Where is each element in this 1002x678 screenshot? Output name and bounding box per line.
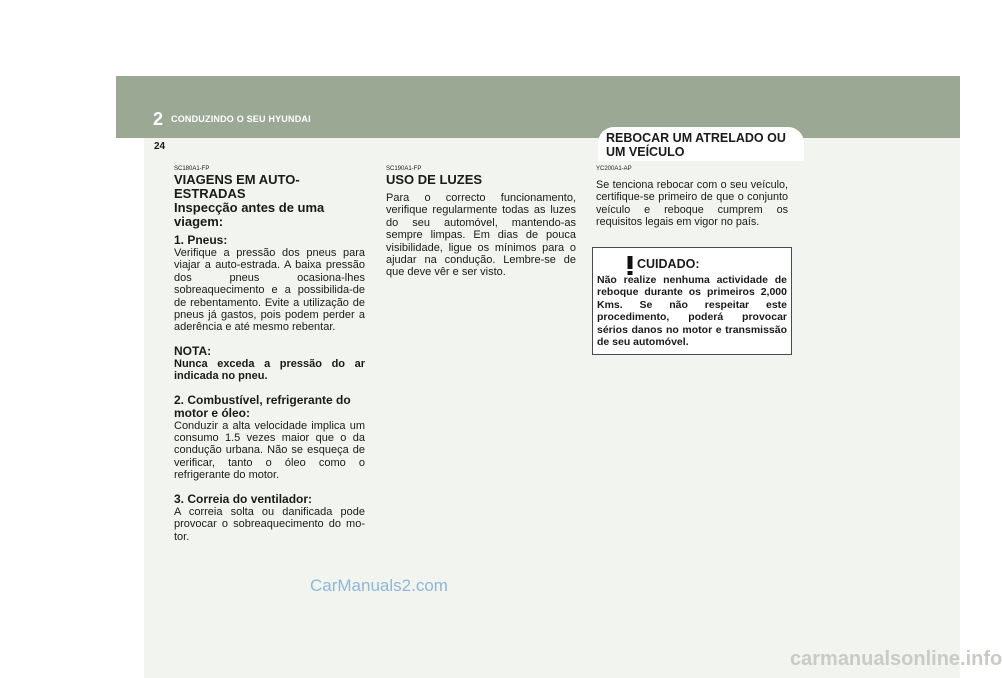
caution-box <box>592 247 792 355</box>
note-text: Nunca exceda a pressão do ar indicada no pneu. <box>174 357 365 383</box>
watermark-carmanualsonline[interactable]: carmanualsonline.info <box>790 648 1002 670</box>
watermark-carmanuals2[interactable]: CarManuals2.com <box>310 576 448 595</box>
section-code: YC200A1-AP <box>596 166 632 172</box>
caution-title: CUIDADO: <box>637 257 700 271</box>
item-belt-text: A correia solta ou danificada pode provocar o sobreaquecimento do mo-tor. <box>174 505 365 543</box>
page-number: 24 <box>154 141 166 152</box>
item-belt-title: 3. Correia do ventilador: <box>174 491 313 506</box>
chapter-number: 2 <box>153 109 164 129</box>
chapter-title: CONDUZINDO O SEU HYUNDAI <box>171 114 311 124</box>
column-lights <box>386 165 576 279</box>
note-title: NOTA: <box>174 343 212 358</box>
column-highway-travel <box>174 165 365 543</box>
column-towing <box>596 165 788 229</box>
section-title: REBOCAR UM ATRELADO OU UM VEÍCULO <box>606 131 786 159</box>
lights-text: Para o correcto funcionamento, verifique regularmente todas as luzes do seu automóvel, mantendo-as sempre limpas. Em dias de pouca visibilidade, ligue os mínimos para o ajudar na condução. Lembre-se de que deve vêr e ser visto. <box>386 192 576 279</box>
item-fuel-text: Conduzir a alta velocidade implica um consumo 1.5 vezes maior que o da condução urbana. Não se esqueça de verificar, tanto o óleo como o refrigerante do motor. <box>174 419 365 482</box>
towing-text: Se tenciona rebocar com o seu veículo, certifique-se primeiro de que o conjunto veículo e reboque cumprem os requisitos legais em vigor no país. <box>596 179 788 229</box>
item-tires-title: 1. Pneus: <box>174 233 228 247</box>
header-band <box>116 76 960 138</box>
section-subheading: Inspecção antes de uma viagem: <box>174 200 325 229</box>
section-heading: VIAGENS EM AUTO-ESTRADAS <box>174 172 300 201</box>
caution-text: Não realize nenhuma actividade de reboque durante os primeiros 2,000 Kms. Se não respeitar este procedimento, poderá provocar sérios danos no motor e transmissão de seu automóvel. <box>597 274 787 349</box>
item-fuel-title: 2. Combustível, refrigerante do motor e óleo: <box>174 392 351 420</box>
section-code: SC190A1-FP <box>386 166 422 172</box>
section-code: SC180A1-FP <box>174 166 210 172</box>
section-heading: USO DE LUZES <box>386 172 483 187</box>
item-tires-text: Verifique a pressão dos pneus para viajar a auto-estrada. A baixa pressão dos pneus ocasiona-lhes sobreaquecimento e a possibilida-de de rebentamento. Evite a utilização de pneus já gastos, pois podem perder a aderência e até mesmo rebentar. <box>174 247 365 334</box>
